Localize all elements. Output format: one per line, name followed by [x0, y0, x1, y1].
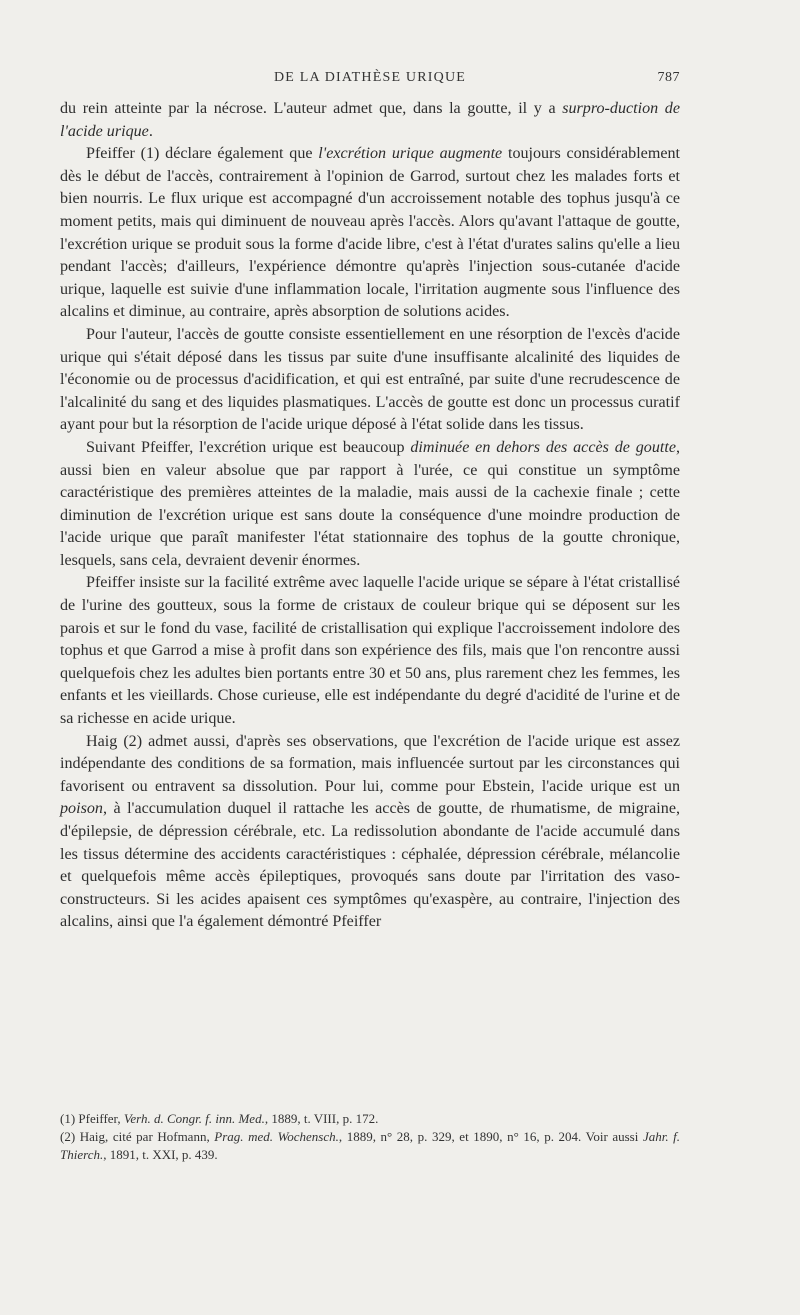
- text-run: Pfeiffer (1) déclare également que: [86, 145, 319, 163]
- text-run: , 1889, n° 28, p. 329, et 1890, n° 16, p. 204. Voir aussi: [338, 1129, 643, 1144]
- text-run: Haig (2) admet aussi, d'après ses observations, que l'excrétion de l'acide urique est assez indépendante des conditions de sa formation, mais influencée surtout par les circonstances qui favorisent ou entravent sa dissolution. Pour lui, comme pour Ebstein, l'acide urique est un: [60, 732, 680, 795]
- text-run: Suivant Pfeiffer, l'excrétion urique est beaucoup: [86, 438, 411, 456]
- text-run: Pour l'auteur, l'accès de goutte consiste essentiellement en une résorption de l'excès d'acide urique qui s'était déposé dans les tissus par suite d'une insuffisante alcalinité des liquides de l'économie ou de processus d'acidification, et qui est entraîné, par suite d'une recrudescence de l'alcalinité du sang et des liquides plasmatiques. L'accès de goutte est donc un processus curatif ayant pour but la résorption de l'acide urique déposé à l'état solide dans les tissus.: [60, 325, 680, 434]
- text-run: Pfeiffer insiste sur la facilité extrême avec laquelle l'acide urique se sépare à l'état cristallisé de l'urine des goutteux, sous la forme de cristaux de couleur brique qui se déposent sur les parois et sur le fond du vase, facilité de cristallisation qui explique l'accroissement indolore des tophus et que Garrod a mise à profit dans son expérience des fils, mais que l'on rencontre aussi quelquefois chez les adultes bien portants entre 30 et 50 ans, plus rarement chez les femmes, les enfants et les vieillards. Chose curieuse, elle est indépendante du degré d'acidité de l'urine et de sa richesse en acide urique.: [60, 574, 680, 728]
- italic-text: poison: [60, 800, 103, 818]
- page-header: [60, 70, 680, 92]
- text-run: (1) Pfeiffer,: [60, 1111, 124, 1126]
- text-run: du rein atteinte par la nécrose. L'auteur admet que, dans la goutte, il y a: [60, 100, 563, 117]
- italic-text: Verh. d. Congr. f. inn. Med.: [123, 1111, 265, 1126]
- italic-text: surpro-duction de l'acide urique: [60, 100, 680, 140]
- book-page: [60, 70, 680, 1270]
- running-head: DE LA DIATHÈSE URIQUE: [273, 70, 467, 85]
- text-run: , à l'accumulation duquel il rattache les accès de goutte, de rhumatisme, de migraine, d'épilepsie, de dépression cérébrale, etc. La redissolution abondante de l'acide accumulé dans les tissus détermine des accidents caractéristiques : céphalée, dépression cérébrale, mélancolie et quelquefois même accès épileptiques, provoqués sans doute par l'irritation des vaso-constructeurs. Si les acides apaisent ces symptômes qu'exaspère, au contraire, l'injection des alcalins, ainsi que l'a également démontré Pfeiffer: [60, 800, 680, 931]
- text-run: , 1889, t. VIII, p. 172.: [264, 1111, 379, 1126]
- italic-text: diminuée en dehors des accès de goutte: [410, 438, 676, 456]
- paragraph: [60, 98, 680, 143]
- text-run: , aussi bien en valeur absolue que par rapport à l'urée, ce qui constitue un symptôme caractéristique des premières atteintes de la maladie, mais aussi de la cachexie finale ; cette diminution de l'excrétion urique est sans doute la conséquence d'une moindre production de l'acide urique que paraît manifester l'état stationnaire des tophus de la goutte chronique, lesquels, sans cela, devraient devenir énormes.: [60, 438, 680, 569]
- italic-text: Jahr. f. Thierch.: [60, 1129, 681, 1162]
- italic-text: Prag. med. Wochensch.: [214, 1129, 339, 1144]
- paragraph: [60, 572, 680, 730]
- footnote: [60, 1128, 680, 1164]
- paragraph: [60, 731, 680, 934]
- paragraph: [60, 143, 680, 324]
- body-text: [60, 98, 680, 934]
- paragraph: [60, 324, 680, 437]
- footnotes: [60, 1110, 680, 1164]
- paragraph: [60, 437, 680, 573]
- page-number: 787: [657, 70, 680, 85]
- text-run: toujours considérablement dès le début de l'accès, contrairement à l'opinion de Garrod, surtout chez les malades forts et bien nourris. Le flux urique est accompagné d'un accroissement notable des tophus jusqu'à ce moment petits, mais qui diminuent de nouveau après l'accès. Alors qu'avant l'attaque de goutte, l'excrétion urique se produit sous la forme d'acide libre, c'est à l'état d'urates salins qu'elle a lieu pendant l'accès; d'ailleurs, l'expérience démontre qu'après l'injection sous-cutanée d'acide urique, laquelle est suivie d'une inflammation locale, l'irritation augmente sous l'influence des alcalins et diminue, au contraire, après absorption de solutions acides.: [60, 145, 680, 321]
- footnote: [60, 1110, 680, 1128]
- italic-text: l'excrétion urique augmente: [318, 145, 503, 163]
- text-run: , 1891, t. XXI, p. 439.: [103, 1147, 218, 1162]
- text-run: (2) Haig, cité par Hofmann,: [60, 1129, 215, 1144]
- text-run: .: [148, 122, 153, 140]
